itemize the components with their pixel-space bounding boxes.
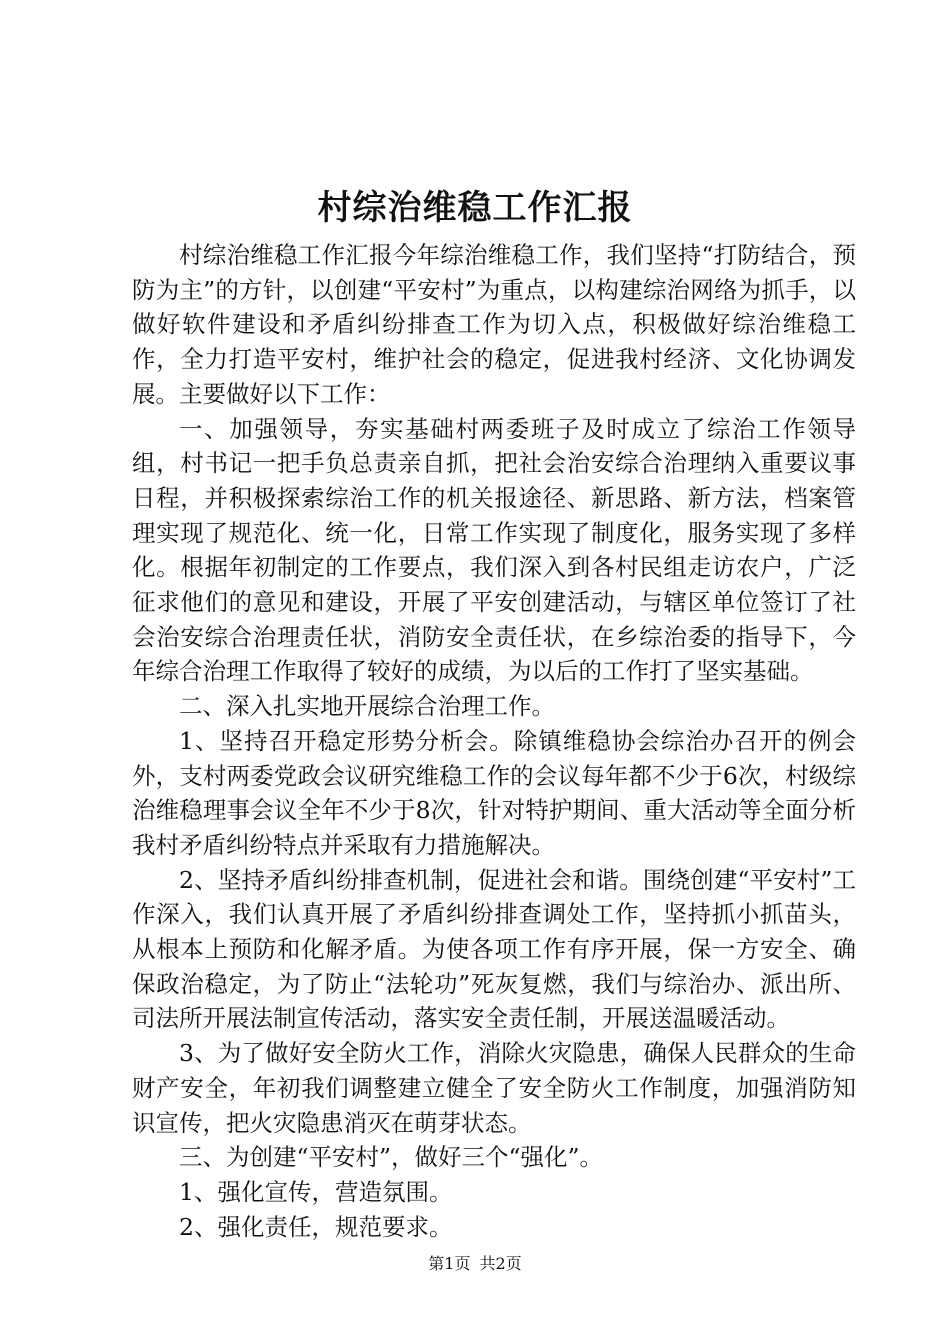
document-body	[132, 238, 856, 1244]
paragraph-item-2-1: 1、坚持召开稳定形势分析会。除镇维稳协会综治办召开的例会外，支村两委党政会议研究维稳工作的会议每年都不少于6次，村级综治维稳理事会议全年不少于8次，针对特护期间、重大活动等全面分析我村矛盾纠纷特点并采取有力措施解决。	[132, 726, 856, 859]
page-footer	[0, 1252, 950, 1276]
paragraph-item-2-2: 2、坚持矛盾纠纷排查机制，促进社会和谐。围绕创建“平安村”工作深入，我们认真开展了矛盾纠纷排查调处工作，坚持抓小抓苗头，从根本上预防和化解矛盾。为使各项工作有序开展，保一方安全、确保政治稳定，为了防止“法轮功”死灰复燃，我们与综治办、派出所、司法所开展法制宣传活动，落实安全责任制，开展送温暖活动。	[132, 865, 856, 1033]
paragraph-item-3-1: 1、强化宣传，营造氛围。	[179, 1177, 453, 1206]
paragraph-section-2-heading: 二、深入扎实地开展综合治理工作。	[179, 692, 555, 721]
paragraph-section-3-heading: 三、为创建“平安村”，做好三个“强化”。	[179, 1143, 604, 1172]
paragraph-item-3-2: 2、强化责任，规范要求。	[179, 1212, 453, 1241]
page-total: 共2页	[479, 1254, 522, 1273]
document-title: 村综治维稳工作汇报	[317, 188, 633, 228]
paragraph-section-1: 一、加强领导，夯实基础村两委班子及时成立了综治工作领导组，村书记一把手负总责亲自抓，把社会治安综合治理纳入重要议事日程，并积极探索综治工作的机关报途径、新思路、新方法，档案管理实现了规范化、统一化，日常工作实现了制度化，服务实现了多样化。根据年初制定的工作要点，我们深入到各村民组走访农户，广泛征求他们的意见和建设，开展了平安创建活动，与辖区单位签订了社会治安综合治理责任状，消防安全责任状，在乡综治委的指导下，今年综合治理工作取得了较好的成绩，为以后的工作打了坚实基础。	[132, 414, 856, 686]
paragraph-intro: 村综治维稳工作汇报今年综治维稳工作，我们坚持“打防结合，预防为主”的方针，以创建“平安村”为重点，以构建综治网络为抓手，以做好软件建设和矛盾纠纷排查工作为切入点，积极做好综治维稳工作，全力打造平安村，维护社会的稳定，促进我村经济、文化协调发展。主要做好以下工作：	[132, 241, 856, 408]
page-number: 第1页	[428, 1254, 471, 1273]
paragraph-item-2-3: 3、为了做好安全防火工作，消除火灾隐患，确保人民群众的生命财产安全，年初我们调整建立健全了安全防火工作制度，加强消防知识宣传，把火灾隐患消灭在萌芽状态。	[132, 1039, 856, 1137]
